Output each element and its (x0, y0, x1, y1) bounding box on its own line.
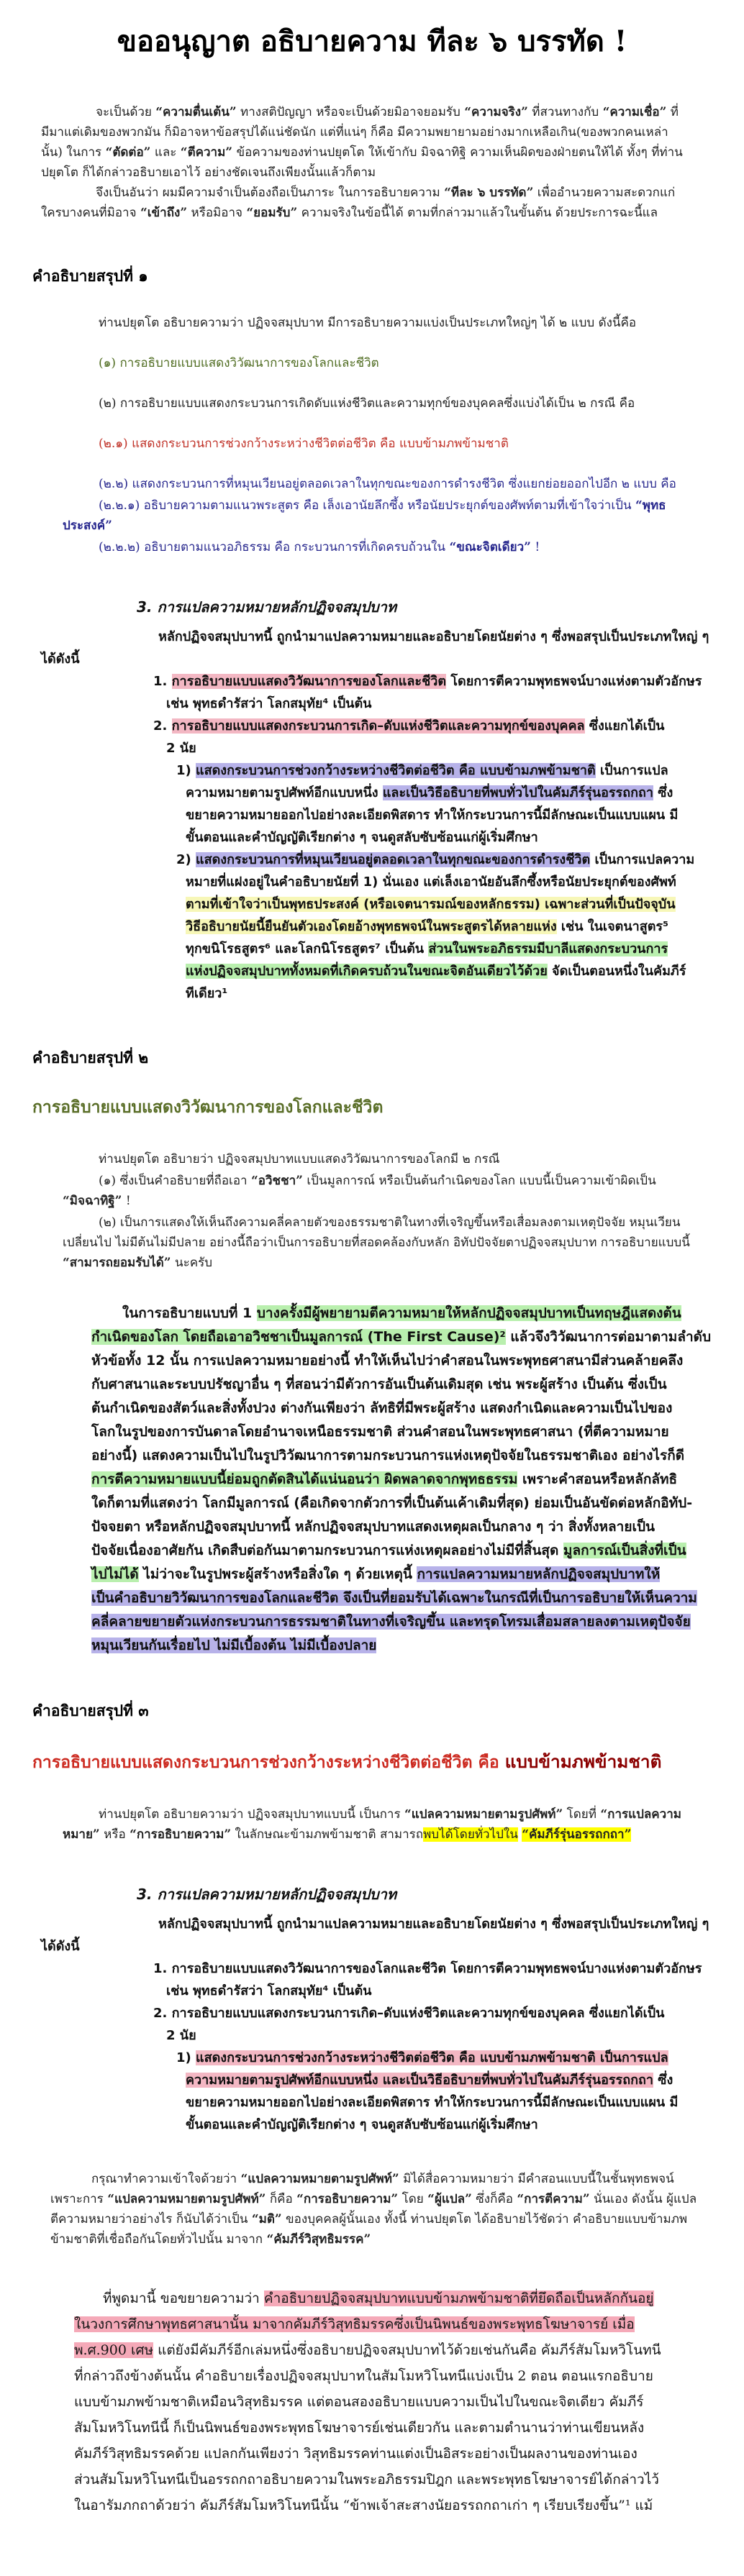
text-segment: จัดเป็นตอนหนึ่งในคัมภีร์ (547, 964, 686, 979)
text-segment: หลักปฏิจจสมุปบาทนี้ ถูกนำมาแปลความหมายและอธิบายโดยนัยต่าง ๆ ซึ่งพอสรุปเป็นประเภทใหญ่ ๆ (158, 1917, 709, 1932)
scan-line (74, 2363, 682, 2389)
text-segment: ปัจจัยเนื่องอาศัยกัน เกิดสืบต่อกันมาตามกระบวนการแห่งเหตุผลอย่างไม่มีที่สิ้นสุด (91, 1543, 563, 1558)
text-segment: (๒) เป็นการแสดงให้เห็นถึงความคลี่คลายตัวของธรรมชาติในทางที่เจริญขึ้นหรือเสื่อมลงตามเหตุปัจจัย หมุนเวียนเปลี่ยนไป ไม่มีต้นไม่มีปลาย อย่างนี้ถือว่าเป็นการอธิบายที่สอดคล้องกับหลัก อิทัปปัจจัยตาปฏิจจสมุปบาท การอธิบายแบบนี้ (63, 1215, 690, 1250)
section2-heading: คำอธิบายสรุปที่ ๒ (32, 1049, 149, 1067)
text-segment: แต่ยังมีคัมภีร์อีกเล่มหนึ่งซึ่งอธิบายปฏิจจสมุปบาทไว้ด้วยเช่นกันคือ คัมภีร์สัมโมหวิโนทนี (153, 2342, 661, 2358)
scan-line (153, 715, 681, 737)
text-segment: เพราะคำสอนหรือหลักลัทธิ (517, 1471, 678, 1487)
section2-body (63, 1149, 701, 1273)
text-segment: การตีความหมายแบบนี้ย่อมถูกตัดสินได้แน่นอนว่า ผิดพลาดจากพุทธธรรม (91, 1471, 518, 1487)
scan-line (166, 693, 681, 715)
text-segment: หรือ (99, 1827, 130, 1842)
text-segment: ทางสติปัญญา หรือจะเป็นด้วยมิอาจยอมรับ (236, 105, 465, 119)
text-segment: ตามที่เข้าใจว่าเป็นพุทธประสงค์ (หรือเจตนารมณ์ของหลักธรรม) เฉพาะส่วนที่เป็นปัจจุบัน (186, 897, 676, 912)
text-segment: กับศาสนาและระบบปรัชญาอื่น ๆ ที่สอนว่ามีตัวการอันเป็นต้นเดิมสุด เช่น พระผู้สร้าง เป็นต้น ซึ่งเป็น (91, 1376, 667, 1392)
text-segment: “คัมภีร์รุ่นอรรถกถา” (522, 1827, 632, 1842)
section2-subheading: การอธิบายแบบแสดงวิวัฒนาการของโลกและชีวิต (32, 1097, 384, 1117)
scan-line (91, 1468, 683, 1492)
text-segment: 1) (176, 763, 196, 778)
intro-paragraph-2 (41, 183, 683, 223)
scan-line (91, 1610, 691, 1634)
text-segment: โลกในรูปของการบันดาลโดยอำนาจเหนือธรรมชาติ ส่วนคำสอนในพระพุทธศาสนา (ที่ตีความหมาย (91, 1424, 669, 1440)
scan-line (91, 1420, 683, 1444)
text-segment: เป็นการแปลความ (590, 852, 695, 867)
text-segment: “แปลความหมายตามรูปศัพท์” (404, 1807, 563, 1822)
text-segment: ทีเดียว¹ (186, 986, 228, 1001)
text-segment: “อวิชชา” (251, 1174, 303, 1188)
text-segment: กำเนิดของโลก โดยถือเอาอวิชชาเป็นมูลการณ์ (The First Cause)² (91, 1329, 506, 1345)
text-segment: ที่มีมาแต่เดิมของพวกมัน ก็มิอาจหาข้อสรุปได้แน่ชัดนัก แต่ที่แน่ๆ ก็คือ มีความพยายามอย่างมากเหลือเกิน(ของพวกคนเหล่านั้น) ในการ (41, 105, 679, 160)
text-segment: นั่นเอง ดังนั้น ผู้แปล ตีความหมายว่าอย่างไร ก็นับได้ว่าเป็น (50, 2192, 697, 2226)
scan-line (91, 1444, 683, 1468)
text-segment: และเป็นวิธีอธิบายที่พบทั่วไปในคัมภีร์รุ่นอรรถกถา (382, 785, 654, 800)
text-segment: “มติ” (251, 2212, 282, 2226)
scan-line (186, 893, 681, 915)
section1-lead: ท่านปยุตโต อธิบายความว่า ปฏิจจสมุปบาท มีการอธิบายความแบ่งเป็นประเภทใหญ่ๆ ได้ ๒ แบบ ดังนี้คือ (99, 316, 637, 330)
scan-line (91, 1397, 683, 1420)
text-segment: แบบข้ามภพข้ามชาติ (504, 1751, 662, 1772)
text-segment: ได้ดังนี้ (41, 652, 80, 667)
text-segment: ! (122, 1194, 131, 1208)
text-segment: “ความเชื่อ” (602, 105, 667, 119)
section2-item-1 (63, 1171, 701, 1211)
text-segment: “สามารถยอมรับได้” (63, 1256, 171, 1270)
text-segment: “ความจริง” (464, 105, 528, 119)
text-segment: หรือมิอาจ (187, 206, 247, 220)
text-segment: ! (530, 540, 540, 554)
text-segment: แบบข้ามภพข้ามชาติเหมือนวิสุทธิมรรค แต่ตอนสองอธิบายแบบความเป็นไปในขณะจิตเดียว คัมภีร์ (74, 2394, 644, 2410)
text-segment: “การตีความ” (517, 2192, 590, 2206)
scan3-heading: 3. การแปลความหมายหลักปฏิจจสมุปบาท (137, 1886, 397, 1903)
text-segment: สัมโมหวิโนทนีนี้ ก็เป็นนิพนธ์ของพระพุทธโฆษาจารย์เช่นเดียวกัน และตามตำนานว่าท่านเขียนหลัง (74, 2420, 645, 2436)
scan-line (176, 759, 681, 782)
scan-line (186, 982, 681, 1005)
scanned-book-excerpt-2 (91, 1302, 712, 1658)
intro-paragraph-1 (41, 102, 683, 183)
text-segment: เป็นคำอธิบายวิวัฒนาการของโลกและชีวิต จึงเป็นที่ยอมรับได้เฉพาะในกรณีที่เป็นการอธิบายให้เห็นความ (91, 1590, 697, 1606)
scan-line (153, 2002, 681, 2024)
text-segment: ซึ่งแยกได้เป็น (584, 718, 665, 734)
text-segment: ซึ่งก็คือ (471, 2192, 517, 2206)
scan-line (166, 737, 681, 759)
text-segment: หมายที่แฝงอยู่ในคำอธิบายนัยที่ 1) นั่นเอง แต่เล็งเอานัยอันลึกซึ้งหรือนัยประยุกต์ของศัพท์ (186, 874, 676, 890)
scan-line (91, 1539, 686, 1563)
text-segment: ในวงการศึกษาพุทธศาสนานั้น มาจากคัมภีร์วิสุทธิมรรคซึ่งเป็นนิพนธ์ของพระพุทธโฆษาจารย์ เมื่อ (74, 2316, 635, 2332)
text-segment: โดยที่ (563, 1807, 601, 1822)
section2-item-2 (63, 1212, 701, 1273)
scanned-book-excerpt-1 (41, 596, 709, 1005)
text-segment: ใดก็ตามที่แสดงว่า โลกมีมูลการณ์ (คือเกิดจากตัวการที่เป็นต้นเค้าเดิมที่สุด) ย่อมเป็นอันขัดต่อหลักอิทัป- (91, 1495, 693, 1511)
text-segment: ความหมายตามรูปศัพท์อีกแบบหนึ่ง และเป็นวิธีอธิบายที่พบทั่วไปในคัมภีร์รุ่นอรรถกถา (186, 2073, 654, 2088)
scan-line (153, 1958, 702, 1980)
text-segment: เช่น ในเจตนาสูตร⁵ (556, 919, 668, 934)
text-segment: “ยอมรับ” (246, 206, 298, 220)
text-segment: ส่วนในพระอภิธรรมมีบาลีแสดงกระบวนการ (428, 941, 668, 956)
text-segment: ซึ่ง (653, 785, 673, 800)
scan-line (91, 1634, 683, 1658)
text-segment: (๑) ซึ่งเป็นคำอธิบายที่ถือเอา (99, 1174, 252, 1188)
text-segment: ไปไม่ได้ (91, 1566, 139, 1582)
text-segment: โดยการตีความพุทธพจน์บางแห่งตามตัวอักษร (446, 674, 702, 689)
text-segment: ขั้นตอนและคำบัญญัติเรียกต่าง ๆ จนดูสลับซับซ้อนแก่ผู้เริ่มศึกษา (186, 830, 538, 845)
text-segment: การแปลความหมายหลักปฏิจจสมุปบาทให้ (417, 1566, 661, 1582)
scan-line (91, 1492, 693, 1515)
text-segment: “ขณะจิตเดียว” (449, 540, 531, 554)
text-segment: วิธีอธิบายนัยนี้ยืนยันตัวเองโดยอ้างพุทธพจน์ในพระสูตรได้หลายแห่ง (186, 919, 557, 934)
text-segment: ท่านปยุตโต อธิบายความว่า ปฏิจจสมุปบาทแบบนี้ เป็นการ (99, 1807, 404, 1822)
text-segment: 2. การอธิบายแบบแสดงกระบวนการเกิด–ดับแห่งชีวิตและความทุกข์ของบุคคล ซึ่งแยกได้เป็น (153, 2006, 665, 2021)
text-segment: จะเป็นด้วย (96, 105, 156, 119)
scan-line (41, 648, 681, 670)
scan-line (186, 782, 681, 804)
text-segment: การอธิบายแบบแสดงกระบวนการเกิด–ดับแห่งชีวิตและความทุกข์ของบุคคล (171, 718, 585, 734)
text-segment: “การแปลความหมาย” (63, 1807, 681, 1842)
text-segment: กรุณาทำความเข้าใจด้วยว่า (91, 2172, 241, 2186)
text-segment: หัวข้อทั้ง 12 นั้น การแปลความหมายอย่างนี้ ทำให้เห็นไปว่าคำสอนในพระพุทธศาสนามีส่วนคล้ายคลึง (91, 1353, 684, 1369)
text-segment: บางครั้งมีผู้พยายามตีความหมายให้หลักปฏิจจสมุปบาทเป็นทฤษฎีแสดงต้น (256, 1305, 681, 1321)
text-segment: เพื่ออำนวยความสะดวกแก่ใครบางคนที่มิอาจ (41, 186, 676, 220)
text-segment: “ทีละ ๖ บรรทัด” (444, 186, 534, 200)
scan-line (166, 1980, 681, 2002)
section1-item-1: (๑) การอธิบายแบบแสดงวิวัฒนาการของโลกและชีวิต (99, 356, 379, 370)
scan-line (74, 2285, 682, 2311)
text-segment: “พุทธประสงค์” (63, 498, 666, 533)
section1-item-2-2-2 (63, 537, 701, 557)
text-segment: ที่สวนทางกับ (527, 105, 603, 119)
section1-heading: คำอธิบายสรุปที่ ๑ (32, 267, 148, 285)
text-segment: แสดงกระบวนการที่หมุนเวียนอยู่ตลอดเวลาในทุกขณะของการดำรงชีวิต (196, 852, 591, 867)
text-segment: 1) (176, 2050, 196, 2065)
text-segment: ที่กล่าวถึงข้างต้นนั้น คำอธิบายเรื่องปฏิจจสมุปบาทในสัมโมหวิโนทนีแบ่งเป็น 2 ตอน ตอนแรกอธิบาย (74, 2368, 653, 2384)
text-segment: ความหมายตามรูปศัพท์อีกแบบหนึ่ง (186, 785, 383, 800)
page-title: ขออนุญาต อธิบายความ ทีละ ๖ บรรทัด ! (117, 24, 627, 58)
scan-line (91, 1325, 712, 1349)
scan-line (74, 2311, 682, 2337)
scan-line (91, 1563, 683, 1586)
text-segment: แล้วจึงวิวัฒนาการต่อมาตามลำดับ (505, 1329, 712, 1345)
text-segment: การอธิบายแบบแสดงวิวัฒนาการของโลกและชีวิต (171, 674, 447, 689)
scan1-heading: 3. การแปลความหมายหลักปฏิจจสมุปบาท (137, 598, 397, 616)
section1-item-2-1: (๒.๑) แสดงกระบวนการช่วงกว้างระหว่างชีวิตต่อชีวิต คือ แบบข้ามภพข้ามชาติ (99, 437, 509, 451)
text-segment: “การอธิบายความ” (296, 2192, 399, 2206)
text-segment: เช่น พุทธดำรัสว่า โลกสมุทัย⁴ เป็นต้น (166, 696, 372, 711)
text-segment: “มิจฉาทิฐิ” (63, 1194, 122, 1208)
text-segment: ในอารัมภกถาด้วยว่า คัมภีร์สัมโมหวิโนทนีนั้น “ข้าพเจ้าสะสางนัยอรรถกถาเก่า ๆ เรียบเรียงขึ้น”¹ แม้ (74, 2498, 653, 2513)
text-segment: ซึ่ง (653, 2073, 673, 2088)
text-segment: ในลักษณะข้ามภพข้ามชาติ สามารถ (231, 1827, 424, 1842)
scan-line (91, 1586, 697, 1610)
text-segment: ไม่ว่าจะในรูปพระผู้สร้างหรือสิ่งใด ๆ ด้วยเหตุนี้ (138, 1566, 417, 1582)
text-segment: ส่วนสัมโมหวิโนทนีเป็นอรรถกถาอธิบายความในพระอภิธรรมปิฎก และพระพุทธโฆษาจารย์ได้กล่าวไว้ (74, 2472, 659, 2488)
scan-line (186, 2091, 681, 2114)
text-segment: ได้ดังนี้ (41, 1939, 80, 1954)
scanned-book-excerpt-4 (74, 2285, 682, 2518)
scan-line (186, 2114, 681, 2136)
text-segment: 2 นัย (166, 2028, 196, 2043)
scan-line (74, 2337, 682, 2363)
text-segment: ขั้นตอนและคำบัญญัติเรียกต่าง ๆ จนดูสลับซับซ้อนแก่ผู้เริ่มศึกษา (186, 2117, 538, 2132)
scan-line (186, 2069, 681, 2091)
text-segment: แสดงกระบวนการช่วงกว้างระหว่างชีวิตต่อชีวิต คือ แบบข้ามภพข้ามชาติ (196, 763, 596, 778)
text-segment: ของบุคคลผู้นั้นเอง ทั้งนี้ ท่านปยุตโต ได้อธิบายไว้ชัดว่า คำอธิบายแบบข้ามภพข้ามชาติที่เชื่อถือกันโดยทั่วไปนั้น มาจาก (50, 2212, 688, 2247)
text-segment: ขยายความหมายออกไปอย่างละเอียดพิสดาร ทำให้กระบวนการนี้มีลักษณะเป็นแบบแผน มี (186, 2095, 679, 2110)
section3-heading: คำอธิบายสรุปที่ ๓ (32, 1702, 149, 1719)
section3-lead (63, 1804, 701, 1845)
text-segment: จึงเป็นอันว่า ผมมีความจำเป็นต้องถือเป็นภาระ ในการอธิบายความ (96, 186, 445, 200)
text-segment: คัมภีร์วิสุทธิมรรคด้วย แปลกกันเพียงว่า วิสุทธิมรรคท่านแต่งเป็นอิสระอย่างเป็นผลงานของท่านเอง (74, 2446, 638, 2462)
text-segment: ความจริงในข้อนี้ได้ ตามที่กล่าวมาแล้วในขั้นต้น ด้วยประการฉะนี้แล (297, 206, 658, 220)
scan-line (176, 849, 695, 871)
text-segment: นะครับ (171, 1256, 212, 1270)
text-segment: และ (150, 145, 181, 160)
text-segment: 2. (153, 718, 172, 734)
text-segment: ในการอธิบายแบบที่ 1 (122, 1305, 257, 1321)
scan-line (91, 1373, 683, 1397)
scan-line (91, 1302, 683, 1325)
text-segment: ข้อความของท่านปยุตโต ให้เข้ากับ มิจฉาทิฐิ ความเห็นผิดของฝ่ายตนให้ได้ ทั้งๆ ที่ท่านปยุตโต ก็ได้กล่าวอธิบายเอาไว้ อย่างชัดเจนถึงเพียงนั้นแล้วก็ตาม (41, 145, 683, 180)
text-segment: อย่างนี้) แสดงความเป็นไปในรูปวิวัฒนาการตามกระบวนการแห่งเหตุปัจจัยในธรรมชาติเอง อย่างไรก็ดี (91, 1448, 685, 1463)
section3-body (63, 1804, 701, 1845)
scan-line (186, 871, 681, 893)
scan-line (153, 670, 702, 693)
text-segment: ปัจจยตา หรือหลักปฏิจจสมุปบาทนี้ หลักปฏิจจสมุปบาทแสดงเหตุผลเป็นกลาง ๆ ว่า สิ่งทั้งหลายเป็น (91, 1519, 655, 1535)
text-segment: เป็นการแปล (595, 763, 668, 778)
scan-line (91, 1515, 683, 1539)
section2-lead: ท่านปยุตโต อธิบายว่า ปฏิจจสมุปบาทแบบแสดงวิวัฒนาการของโลกมี ๒ กรณี (99, 1152, 500, 1166)
text-segment: 1. การอธิบายแบบแสดงวิวัฒนาการของโลกและชีวิต โดยการตีความพุทธพจน์บางแห่งตามตัวอักษร (153, 1961, 702, 1976)
text-segment: ทุกขนิโรธสูตร⁶ และโลกนิโรธสูตร⁷ เป็นต้น (186, 941, 429, 956)
text-segment: “คัมภีร์วิสุทธิมรรค” (266, 2232, 371, 2247)
section1-item-2-2-1 (63, 495, 701, 536)
text-segment: “แปลความหมายตามรูปศัพท์” (107, 2192, 266, 2206)
scan-line (74, 2389, 682, 2415)
text-segment: หลักปฏิจจสมุปบาทนี้ ถูกนำมาแปลความหมายและอธิบายโดยนัยต่าง ๆ ซึ่งพอสรุปเป็นประเภทใหญ่ ๆ (158, 629, 709, 644)
scan-line (186, 938, 681, 960)
text-segment: “ตัดต่อ” (105, 145, 151, 160)
scan-line (186, 915, 681, 938)
scan-line (41, 1935, 681, 1958)
text-segment: เช่น พุทธดำรัสว่า โลกสมุทัย⁴ เป็นต้น (166, 1983, 372, 1999)
text-segment: คำอธิบายปฏิจจสมุปบาทแบบข้ามภพข้ามชาติที่ยึดถือเป็นหลักกันอยู่ (263, 2290, 654, 2306)
text-segment: มิได้สื่อความหมายว่า มีคำสอนแบบนี้ในชั้นพุทธพจน์ เพราะการ (50, 2172, 674, 2206)
text-segment: ต้นกำเนิดของสัตว์และสิ่งทั้งปวง ต่างกันเพียงว่า ลัทธิที่มีพระผู้สร้าง แสดงกำเนิดและความเป็นไปของ (91, 1400, 673, 1416)
text-segment: 2) (176, 852, 196, 867)
text-segment: หมุนเวียนกันเรื่อยไป ไม่มีเบื้องต้น ไม่มีเบื้องปลาย (91, 1638, 377, 1653)
text-segment: การอธิบายแบบแสดงกระบวนการช่วงกว้างระหว่างชีวิตต่อชีวิต คือ (32, 1753, 505, 1772)
section1-body (63, 313, 701, 557)
text-segment: 1. (153, 674, 172, 689)
text-segment: คลี่คลายขยายตัวแห่งกระบวนการธรรมชาติในทางที่เจริญขึ้น และทรุดโทรมเสื่อมสลายลงตามเหตุปัจจัย (91, 1614, 691, 1630)
commentary-paragraph (50, 2169, 701, 2250)
text-segment: ก็คือ (266, 2192, 297, 2206)
scan-line (74, 2467, 682, 2493)
scanned-book-excerpt-3 (41, 1883, 709, 2136)
scan-line (74, 2493, 682, 2518)
scan-line (158, 626, 709, 648)
text-segment: (๒.๒.๑) อธิบายความตามแนวพระสูตร คือ เล็งเอานัยลึกซึ้ง หรือนัยประยุกต์ของศัพท์ตามที่เข้าใจว่าเป็น (99, 498, 635, 513)
text-segment: ขยายความหมายออกไปอย่างละเอียดพิสดาร ทำให้กระบวนการนี้มีลักษณะเป็นแบบแผน มี (186, 808, 679, 823)
text-segment: “ตีความ” (180, 145, 233, 160)
section1-item-2: (๒) การอธิบายแบบแสดงกระบวนการเกิดดับแห่งชีวิตและความทุกข์ของบุคคลซึ่งแบ่งได้เป็น ๒ กรณี คือ (99, 396, 635, 411)
text-segment: พบได้โดยทั่วไปใน (423, 1827, 518, 1842)
scan-line (166, 2024, 681, 2047)
scan-line (176, 2047, 681, 2069)
text-segment: 2 นัย (166, 741, 196, 756)
text-segment: มูลการณ์เป็นสิ่งที่เป็น (563, 1543, 686, 1558)
section3-subheading (32, 1748, 744, 1776)
scan-line (158, 1913, 709, 1935)
text-segment: พ.ศ.900 เศษ (74, 2342, 154, 2358)
text-segment: “เข้าถึง” (140, 206, 188, 220)
text-segment: โดย (398, 2192, 428, 2206)
scan-line (186, 804, 681, 826)
scan-line (74, 2415, 682, 2441)
scan-line (186, 826, 681, 849)
section1-item-2-2: (๒.๒) แสดงกระบวนการที่หมุนเวียนอยู่ตลอดเวลาในทุกขณะของการดำรงชีวิต ซึ่งแยกย่อยออกไปอีก ๒ แบบ คือ (99, 477, 676, 491)
text-segment: “ความตื่นเต้น” (155, 105, 237, 119)
text-segment: “แปลความหมายตามรูปศัพท์” (240, 2172, 399, 2186)
text-segment: แห่งปฏิจจสมุปบาททั้งหมดที่เกิดครบถ้วนในขณะจิตอันเดียวไว้ด้วย (186, 964, 548, 979)
text-segment: เป็นมูลการณ์ หรือเป็นต้นกำเนิดของโลก แบบนี้เป็นความเข้าผิดเป็น (302, 1174, 656, 1188)
text-segment: (๒.๒.๒) อธิบายตามแนวอภิธรรม คือ กระบวนการที่เกิดครบถ้วนใน (99, 540, 450, 554)
text-segment: ที่พูดมานี้ ขอขยายความว่า (103, 2290, 264, 2306)
text-segment: “ผู้แปล” (427, 2192, 472, 2206)
scan-line (74, 2441, 682, 2467)
scan-line (186, 960, 686, 982)
scan-line (91, 1349, 683, 1373)
text-segment: “การอธิบายความ” (130, 1827, 232, 1842)
text-segment: แสดงกระบวนการช่วงกว้างระหว่างชีวิตต่อชีวิต คือ แบบข้ามภพข้ามชาติ เป็นการแปล (196, 2050, 668, 2065)
